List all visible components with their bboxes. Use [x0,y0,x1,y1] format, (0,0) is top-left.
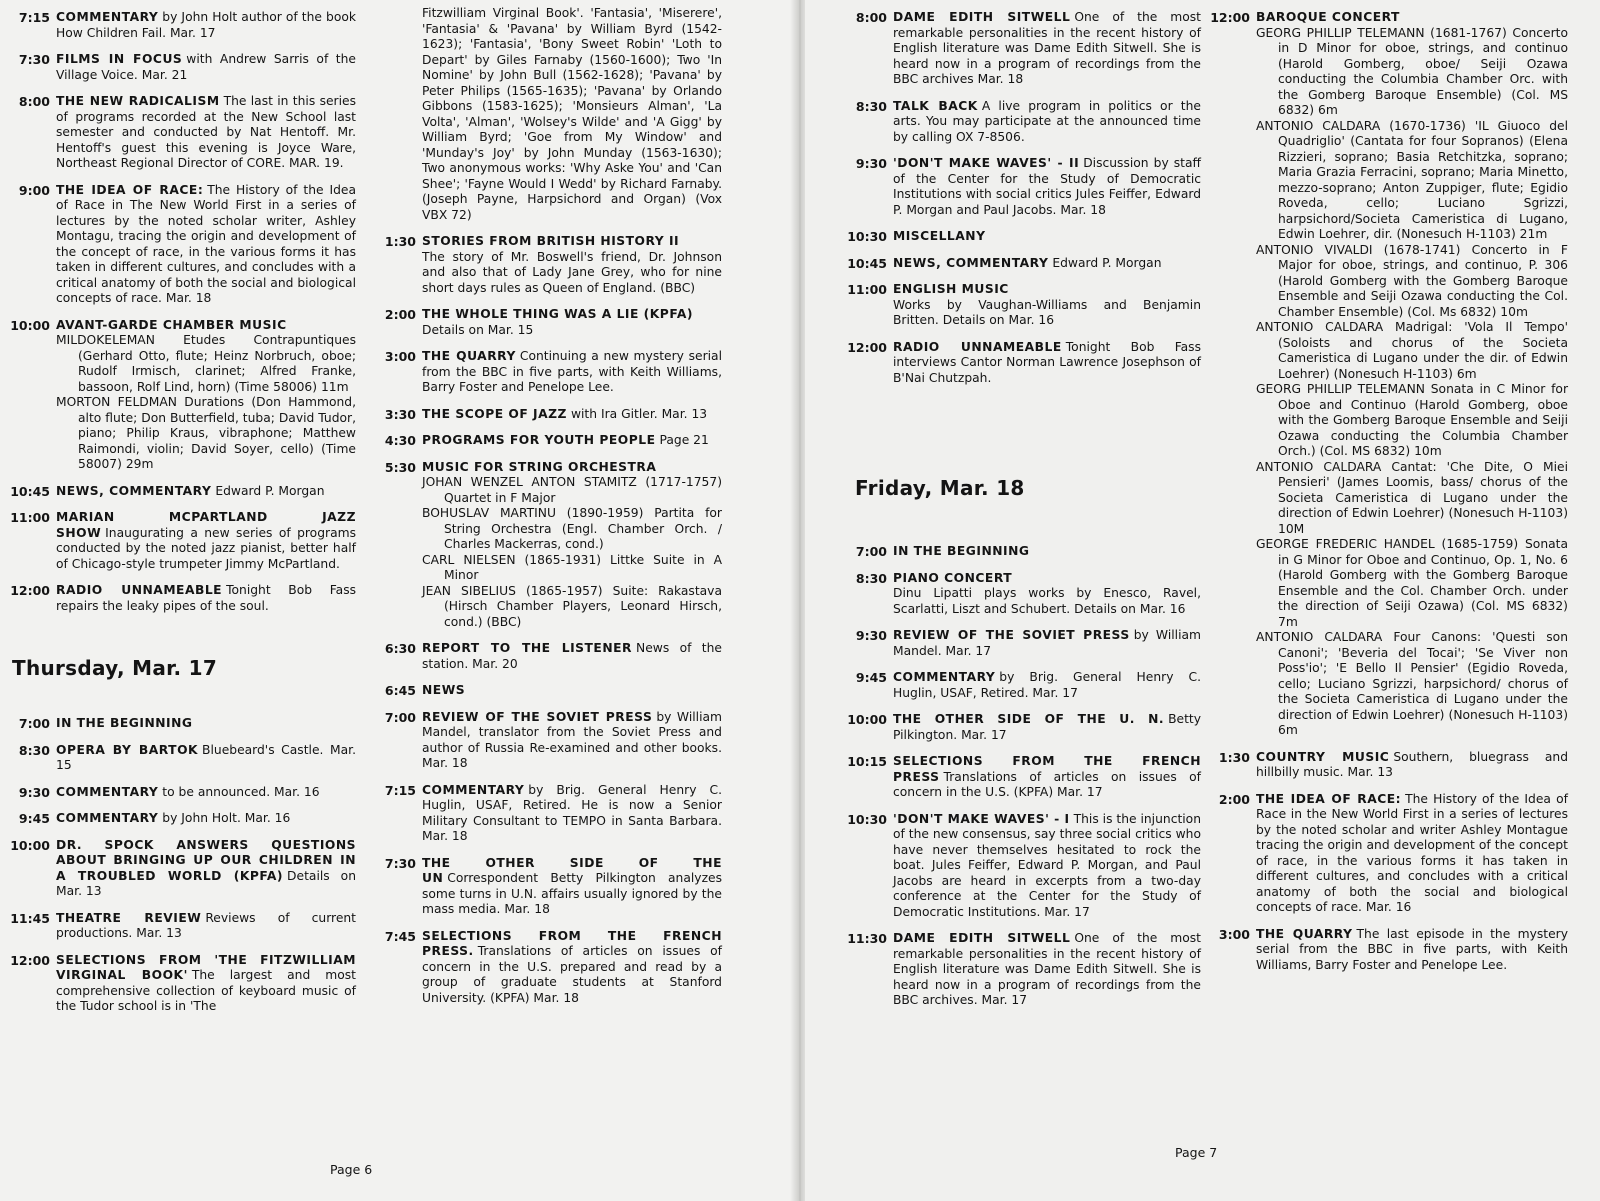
program-time: 7:15 [384,782,416,798]
program-entry [4,716,356,732]
program-work: CARL NIELSEN (1865-1931) Littke Suite in A Minor [422,552,722,582]
program-description: Reviews of current productions. Mar. 13 [56,910,357,940]
program-entry [1210,927,1568,974]
program-title: NEWS, COMMENTARY [893,255,1049,270]
program-description: Edward P. Morgan [1052,255,1162,270]
program-time: 9:00 [18,182,50,198]
program-title: STORIES FROM BRITISH HISTORY II [422,234,680,248]
program-title: MISCELLANY [893,229,986,243]
program-description: by William Mandel. Mar. 17 [893,628,1202,658]
program-work: ANTONIO CALDARA (1670-1736) 'IL Giuoco del Quadriglio' (Cantata for four Sopranos) (Elena Rizzieri, soprano; Basia Retchitzka, soprano; Maria Grazia Ferracini, soprano; Maria Minetto, mezzo-soprano; Anton Zuppiger, flute; Egidio Roveda, cello; Luciano Sgrizzi, harpsichord/Societa Cameristica di Lugano, Edwin Loehrer, dir. (Nonesuch H-1103) 21m [1256,118,1568,241]
program-description: Inaugurating a new series of programs conducted by the noted jazz pianist, better half of Chicago-style trumpeter Jimmy McPartland. [56,525,356,571]
program-title: COMMENTARY [56,811,159,825]
program-entry [370,856,722,918]
program-entry [1210,10,1568,739]
spacer [370,6,422,223]
program-body [56,318,356,473]
program-entry [4,94,356,172]
program-time: 11:00 [847,282,887,297]
program-description: by Brig. General Henry C. Huglin, USAF, Retired. Mar. 17 [893,670,1201,700]
program-body [56,583,356,614]
program-title: FILMS IN FOCUS [56,52,183,66]
program-body [56,838,356,900]
program-body [56,510,356,572]
left-page-column-1 [4,10,356,1026]
program-time: 8:00 [18,94,50,109]
program-title: DR. SPOCK ANSWERS QUESTIONS ABOUT BRINGING UP OUR CHILDREN IN A TROUBLED WORLD (KPFA) [56,837,356,883]
program-description: Tonight Bob Fass interviews Cantor Norman Lawrence Josephson of B'Nai Chutzpah. [893,339,1201,385]
program-title: THE QUARRY [422,349,516,363]
program-time: 10:30 [847,811,887,827]
program-body [422,856,722,918]
day-heading: Thursday, Mar. 17 [12,656,218,680]
program-description: The last episode in the mystery serial from the BBC in five parts, with Keith Williams, Barry Foster and Penelope Lee. [1256,926,1568,972]
program-description: Tonight Bob Fass repairs the leaky pipes of the soul. [56,583,357,613]
program-title: SELECTIONS FROM THE FRENCH PRESS. [422,928,722,958]
program-description: by John Holt. Mar. 16 [162,811,291,825]
program-time: 2:00 [384,307,416,322]
program-body [893,670,1201,701]
program-work: ANTONIO CALDARA Cantat: 'Che Dite, O Miei Pensieri' (James Loomis, bass/ chorus of the Societa Cameristica di Lugano under the direction of Edwin Loehrer) (Nonesuch H-1103) 10M [1256,459,1568,536]
program-time: 5:30 [384,459,416,475]
program-entry [4,318,356,473]
program-time: 11:30 [847,931,887,946]
program-body [56,716,356,732]
page-6 [0,0,795,1201]
program-title: IN THE BEGINNING [56,716,193,730]
continued-text: Fitzwilliam Virginal Book'. 'Fantasia', 'Miserere', 'Fantasia' & 'Pavana' by William Byrd (1542-1623); 'Fantasia', 'Bony Sweet Robin' 'Loth to Depart' by Giles Farnaby (1560-1600); Two 'In Nomine' by John Bull (1562-1628); 'Pavana' by Peter Philips (1565-1635); 'Pavana' by Orlando Gibbons (1583-1625); 'Monsieurs Alman', 'La Volta', 'Alman', 'Wolsey's Wilde' and 'A Gigg' by William Byrd; 'Goe from My Window' and 'Munday's Joy' by John Munday (1563-1630); Two anonymous works: 'Why Aske You' and 'Can Shee'; 'Fayne Would I Wedd' by Richard Farnaby. (Joseph Payne, Harpsichord and Organ) (Vox VBX 72) [422,6,722,222]
program-entry [841,628,1201,659]
program-entry [370,783,722,845]
program-work: BOHUSLAV MARTINU (1890-1959) Partita for String Orchestra (Engl. Chamber Orch. / Charles Mackerras, cond.) [422,506,722,551]
program-body [422,710,722,772]
program-body [56,911,356,942]
program-entry [370,307,722,338]
program-body [422,407,722,423]
program-title: THE OTHER SIDE OF THE UN [422,855,722,885]
program-description: This is the injunction of the new consensus, say three social critics who have never themselves hesitated to rock the boat. Jules Feiffer, Edward P. Morgan, and Paul Jacobs are heard in excerpts from a two-day conference at the Center for the Study of Democratic Institutions. Mar. 17 [893,811,1202,919]
program-time: 8:30 [855,570,887,586]
program-time: 6:45 [384,683,416,698]
program-time: 8:30 [855,98,887,114]
program-title: DAME EDITH SITWELL [893,10,1071,24]
program-time: 2:00 [1218,791,1250,807]
program-entry [841,10,1201,88]
program-title: COMMENTARY [56,10,159,24]
right-page-column-1 [841,10,1201,1020]
program-description: Continuing a new mystery serial from the BBC in five parts, with Keith Williams, Barry Foster and Penelope Lee. [422,349,722,394]
program-time: 9:30 [855,156,887,171]
program-title: IN THE BEGINNING [893,544,1030,558]
program-time: 10:00 [10,317,50,333]
program-description: by William Mandel, translator from the Soviet Press and author of Russia Re-examined and other books. Mar. 18 [422,709,722,770]
program-description: with Ira Gitler. Mar. 13 [570,406,708,421]
program-body [893,156,1201,218]
program-time: 12:00 [1210,10,1250,25]
program-description: The largest and most comprehensive collection of keyboard music of the Tudor school is in 'The [56,968,357,1013]
program-time: 7:30 [18,52,50,67]
program-entry [370,234,722,296]
program-entry [370,407,722,423]
program-description: One of the most remarkable personalities in the recent history of English literature was Dame Edith Sitwell. She is heard now in a program of recordings from the BBC archives. Mar. 17 [893,931,1201,1007]
program-entry [841,812,1201,921]
page-number-left: Page 6 [330,1162,373,1177]
program-title: NEWS [422,683,466,697]
program-title: SELECTIONS FROM 'THE FITZWILLIAM VIRGINAL BOOK' [56,952,356,982]
program-time: 10:30 [847,229,887,244]
program-entry [370,641,722,672]
program-entry [4,183,356,307]
program-entry [370,710,722,772]
program-body [893,544,1201,560]
program-time: 1:30 [384,234,416,249]
program-body [56,94,356,172]
program-time: 3:00 [384,349,416,364]
program-entry [370,433,722,449]
program-time: 7:30 [384,855,416,871]
program-entry [4,953,356,1015]
program-title: OPERA BY BARTOK [56,742,199,757]
program-entry [841,544,1201,560]
program-work: MORTON FELDMAN Durations (Don Hammond, alto flute; Don Butterfield, tuba; David Tudor, piano; Philip Kraus, vibraphone; Matthew Raimondi, violin; David Soyer, cello) (Time 58007) 29m [56,395,356,471]
program-entry [4,583,356,614]
program-time: 10:00 [10,837,50,853]
program-description: The story of Mr. Boswell's friend, Dr. Johnson and also that of Lady Jane Grey, who for nine short days rules as Queen of England. (BBC) [422,249,722,295]
program-time: 12:00 [10,583,50,598]
program-description: Edward P. Morgan [215,483,325,498]
program-title: THE IDEA OF RACE: [56,182,204,197]
program-time: 4:30 [384,433,416,448]
program-entry [4,911,356,942]
day-heading: Friday, Mar. 18 [855,476,1025,500]
program-work: ANTONIO VIVALDI (1678-1741) Concerto in F Major for oboe, strings, and continuo, P. 306 (Harold Gomberg with the Gomberg Baroque Ensemble and Seiji Ozawa conducting the Col. Chamber Ensemble) (Col. Ms 6832) 10m [1256,242,1568,319]
program-description: Details on Mar. 13 [56,868,356,898]
program-body [893,712,1201,743]
program-entry [841,256,1201,272]
program-title: MUSIC FOR STRING ORCHESTRA [422,459,657,474]
program-description: Discussion by staff of the Center for the Study of Democratic Institutions with social critics Jules Feiffer, Edward P. Morgan and Paul Jacobs. Mar. 18 [893,156,1201,217]
program-body [1256,750,1568,781]
program-body [56,10,356,41]
program-body [893,256,1201,272]
program-description: Translations of articles on issues of concern in the U.S. prepared and read by a group of graduate students at Stanford University. (KPFA) Mar. 18 [422,944,722,1005]
program-title: COMMENTARY [422,782,525,797]
program-entry [4,10,356,41]
program-time: 10:00 [847,712,887,727]
program-entry [1210,750,1568,781]
program-time: 12:00 [10,952,50,968]
program-entry [841,931,1201,1009]
program-body [56,743,356,774]
program-description: by John Holt author of the book How Children Fail. Mar. 17 [56,10,356,40]
program-description: Bluebeard's Castle. Mar. 15 [56,742,356,772]
program-entry [841,156,1201,218]
program-time: 3:00 [1218,926,1250,942]
program-time: 7:00 [855,544,887,559]
program-body [56,811,356,827]
program-title: THEATRE REVIEW [56,910,202,925]
program-entry [1210,792,1568,916]
program-body [893,340,1201,387]
program-time: 10:45 [847,255,887,271]
program-description: Betty Pilkington. Mar. 17 [893,712,1201,742]
program-title: RADIO UNNAMEABLE [56,583,223,597]
program-body [893,99,1201,146]
program-time: 3:30 [384,406,416,422]
program-description: News of the station. Mar. 20 [422,641,722,671]
program-work: GEORGE FREDERIC HANDEL (1685-1759) Sonata in G Minor for Oboe and Continuo, Op. 1, No. 6 (Harold Gomberg with the Gomberg Baroque Ensemble and the Col. Chamber Orch. under the direction of Seiji Ozawa) (Col. MS 6832) 7m [1256,537,1568,629]
program-description: Correspondent Betty Pilkington analyzes some turns in U.N. affairs usually ignored by the mass media. Mar. 18 [422,871,722,916]
program-title: THE WHOLE THING WAS A LIE (KPFA) [422,307,693,321]
program-description: Dinu Lipatti plays works by Enesco, Ravel, Scarlatti, Liszt and Schubert. Details on Mar. 16 [893,586,1201,616]
program-time: 9:30 [18,784,50,800]
program-title: REPORT TO THE LISTENER [422,641,632,655]
program-entry [4,484,356,500]
program-body [56,52,356,83]
program-work: MILDOKELEMAN Etudes Contrapuntiques (Gerhard Otto, flute; Heinz Norbruch, oboe; Rudolf Irmisch, clarinet; Alfred Franke, bassoon, Rolf Lind, horn) (Time 58006) 11m [56,333,356,394]
program-time: 8:30 [18,742,50,758]
program-description: with Andrew Sarris of the Village Voice. Mar. 21 [56,52,356,82]
program-entry [370,929,722,1007]
program-entry [841,99,1201,146]
program-description: A live program in politics or the arts. You may participate at the announced time by calling OX 7-8506. [893,98,1201,144]
program-description: The History of the Idea of Race in The New World First in a series of lectures by the noted scholar writer, Ashley Montagu, tracing the origin and development of the concept of race, in the various forms it has taken in different cultures, and concludes with a critical anatomy of both the social and biological concepts of race. Mar. 18 [56,182,356,305]
program-entry [370,349,722,396]
program-title: AVANT-GARDE CHAMBER MUSIC [56,317,287,332]
program-title: PIANO CONCERT [893,570,1013,585]
program-body [422,433,722,449]
program-description: Details on Mar. 15 [422,322,534,337]
program-description: Page 21 [659,433,709,447]
program-title: TALK BACK [893,98,978,113]
program-entry [4,743,356,774]
program-time: 7:15 [18,10,50,25]
program-entry [4,838,356,900]
program-entry [841,571,1201,618]
program-body [893,229,1201,245]
program-title: MARIAN MCPARTLAND JAZZ SHOW [56,510,356,540]
program-time: 9:45 [18,811,50,826]
program-entry [4,785,356,801]
program-work: ANTONIO CALDARA Four Canons: 'Questi son Canoni'; 'Beveria del Tocai'; 'Se Viver non Poss'io'; 'E Bello Il Pensier' (Egidio Roveda, cello; Luciano Sgrizzi, harpsichord/ chorus of the Societa Cameristica di Lugano under the direction of Edwin Loehrer) (Nonesuch H-1103) 6m [1256,630,1568,737]
program-time: 9:30 [855,628,887,643]
page-number-right: Page 7 [1175,1145,1218,1160]
program-entry [841,340,1201,387]
page-7 [805,0,1600,1201]
program-description: Southern, bluegrass and hillbilly music. Mar. 13 [1256,749,1568,779]
program-body [893,628,1201,659]
program-work: ANTONIO CALDARA Madrigal: 'Vola Il Tempo' (Soloists and chorus of the Societa Cameristica di Lugano under the dir. of Edwin Loehrer) (Nonesuch H-1103) 6m [1256,320,1568,381]
program-time: 1:30 [1218,749,1250,765]
program-entry [841,282,1201,329]
program-entry [370,460,722,631]
program-work: GEORG PHILLIP TELEMANN (1681-1767) Concerto in D Minor for oboe, strings, and continuo (Harold Gomberg, oboe/ Seiji Ozawa conducting the Columbia Chamber Orc. with the Gomberg Baroque Ensemble) (Col. MS 6832) 6m [1256,25,1568,117]
program-time: 6:30 [384,641,416,656]
program-body [422,783,722,845]
program-body [422,460,722,631]
program-body [893,10,1201,88]
program-title: COUNTRY MUSIC [1256,749,1390,764]
program-body [893,282,1201,329]
program-title: THE SCOPE OF JAZZ [422,406,567,421]
program-title: COMMENTARY [893,670,996,684]
program-entry [4,52,356,83]
program-title: SELECTIONS FROM THE FRENCH PRESS [893,754,1201,784]
program-title: THE OTHER SIDE OF THE U. N. [893,712,1165,726]
program-entry [4,811,356,827]
program-entry [841,754,1201,801]
program-time: 7:45 [384,928,416,944]
program-title: COMMENTARY [56,784,159,799]
program-body [893,754,1201,801]
program-body [1256,10,1568,739]
program-body [1256,927,1568,974]
program-body [422,349,722,396]
continued-entry [370,6,722,223]
program-body [893,812,1201,921]
program-time: 10:45 [10,483,50,499]
program-description: Translations of articles on issues of concern in the U.S. (KPFA) Mar. 17 [893,769,1201,799]
program-work: GEORG PHILLIP TELEMANN Sonata in C Minor for Oboe and Continuo (Harold Gomberg, oboe with the Gomberg Baroque Ensemble and Seiji Ozawa conducting the Columbia Chamber Orch.) (Col. MS 6832) 10m [1256,382,1568,458]
program-body [56,484,356,500]
program-time: 12:00 [847,339,887,355]
program-time: 8:00 [855,10,887,25]
program-entry [841,670,1201,701]
program-description: to be announced. Mar. 16 [162,784,320,799]
program-body [422,307,722,338]
program-body [893,931,1201,1009]
program-title: REVIEW OF THE SOVIET PRESS [422,709,653,724]
right-page-column-2 [1210,10,1568,984]
program-entry [841,712,1201,743]
program-title: 'DON'T MAKE WAVES' - I [893,811,1070,826]
program-time: 11:00 [10,510,50,525]
program-time: 11:45 [10,910,50,926]
program-time: 7:00 [384,709,416,725]
program-body [422,641,722,672]
program-work: JEAN SIBELIUS (1865-1957) Suite: Rakastava (Hirsch Chamber Players, Leonard Hirsch, cond.) (BBC) [422,583,722,629]
program-description: One of the most remarkable personalities in the recent history of English literature was Dame Edith Sitwell. She is heard now in a program of recordings from the BBC archives Mar. 18 [893,10,1201,86]
program-description: The last in this series of programs recorded at the New School last semester and conducted by Nat Hentoff. Mr. Hentoff's guest this evening is Joyce Ware, Northeast Regional Director of CORE. MAR. 19. [56,94,356,170]
program-title: BAROQUE CONCERT [1256,10,1400,24]
program-title: THE IDEA OF RACE: [1256,791,1402,806]
program-work: JOHAN WENZEL ANTON STAMITZ (1717-1757) Quartet in F Major [422,475,722,505]
program-time: 7:00 [18,716,50,731]
left-page-column-2 [370,6,722,1017]
program-entry [841,229,1201,245]
program-description: Works by Vaughan-Williams and Benjamin Britten. Details on Mar. 16 [893,297,1201,327]
program-title: 'DON'T MAKE WAVES' - II [893,156,1080,170]
program-time: 10:15 [847,754,887,769]
program-entry [370,683,722,699]
program-title: REVIEW OF THE SOVIET PRESS [893,628,1130,642]
program-body [56,785,356,801]
program-body [893,571,1201,618]
program-title: PROGRAMS FOR YOUTH PEOPLE [422,433,656,447]
program-body [56,183,356,307]
program-body [1256,792,1568,916]
program-description: by Brig. General Henry C. Huglin, USAF, Retired. He is now a Senior Military Consultant to TEMPO in Santa Barbara. Mar. 18 [422,782,722,843]
program-title: DAME EDITH SITWELL [893,931,1071,945]
program-body [422,929,722,1007]
program-body [422,683,722,699]
program-body [56,953,356,1015]
program-title: RADIO UNNAMEABLE [893,339,1062,354]
program-entry [4,510,356,572]
program-title: THE QUARRY [1256,926,1353,941]
program-description: The History of the Idea of Race in the New World First in a series of lectures by the noted scholar and writer Ashley Montague tracing the origin and development of the concept of race, in the various forms it has taken in different cultures, and concludes with a critical anatomy of both the social and biological concepts of race. Mar. 16 [1256,791,1568,914]
program-body [422,234,722,296]
program-title: NEWS, COMMENTARY [56,483,212,498]
program-time: 9:45 [855,670,887,685]
program-title: THE NEW RADICALISM [56,94,220,108]
program-title: ENGLISH MUSIC [893,282,1009,296]
